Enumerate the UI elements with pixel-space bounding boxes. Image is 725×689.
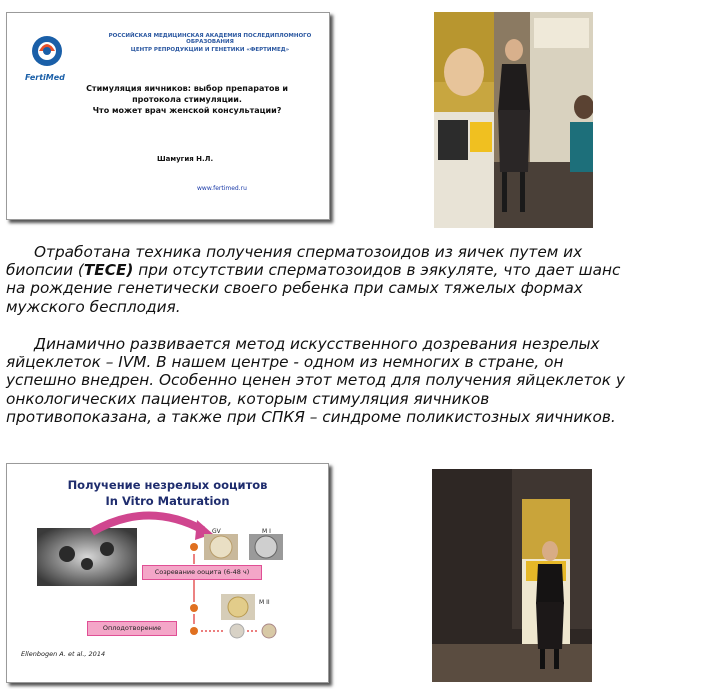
- fertilization-box: Оплодотворение: [87, 621, 177, 636]
- center-name: ЦЕНТР РЕПРОДУКЦИИ И ГЕНЕТИКИ «ФЕРТИМЕД»: [130, 47, 290, 53]
- ivm-slide-title: Получение незрелых ооцитов: [67, 478, 268, 492]
- tese-term: TECE): [83, 261, 134, 280]
- mii-label: M II: [259, 599, 270, 606]
- paragraph-ivm-text: Динамично развивается метод искусственного дозревания незрелых яйцеклеток – IVM. В нашем центре - одном из немногих в стране, он успешно внедрен. Особенно ценен этот метод для получения яйцеклеток у онкологических пациентов, которым стимуляция яичников противопоказана, а также при СПКЯ – синдроме поликистозных яичников.: [6, 335, 625, 426]
- ivm-slide-subtitle: In Vitro Maturation: [105, 494, 230, 508]
- fertimed-logo-icon: [25, 33, 69, 73]
- paragraph-tese-text-1: Отработана техника получения сперматозоидов из яичек путем их биопсии (: [6, 243, 583, 280]
- slide-author: Шамугия Н.Л.: [157, 155, 214, 163]
- gv-label: GV: [212, 528, 221, 535]
- presentation-slide-ivm: [6, 463, 329, 683]
- slide-title-line1: Стимуляция яичников: выбор препаратов и: [86, 84, 288, 93]
- slide-title-line3: Что может врач женской консультации?: [92, 106, 282, 115]
- speaker-photo-1-image: [434, 12, 593, 228]
- slide-title: [67, 83, 307, 116]
- slide-title-line2: протокола стимуляции.: [132, 95, 242, 104]
- presentation-slide-stimulation: [6, 12, 330, 220]
- speaker-photo-2-image: [432, 469, 592, 682]
- paragraph-ivm: [6, 335, 631, 426]
- brand-name: FertiMed: [25, 73, 65, 82]
- maturation-box: Созревание ооцита (6-48 ч): [142, 565, 262, 580]
- mi-label: M I: [262, 528, 271, 535]
- speaker-photo-1: [434, 12, 593, 228]
- org-name: РОССИЙСКАЯ МЕДИЦИНСКАЯ АКАДЕМИЯ ПОСЛЕДИПЛОМНОГО ОБРАЗОВАНИЯ: [108, 33, 312, 45]
- paragraph-tese-text-2: при отсутствии сперматозоидов в эякуляте, что дает шанс на рождение генетически своего ребенка при самых тяжелых формах мужского бесплодия.: [6, 261, 621, 316]
- slide-url: www.fertimed.ru: [197, 185, 247, 192]
- paragraph-tese: [6, 243, 631, 316]
- citation: Ellenbogen A. et al., 2014: [21, 650, 106, 658]
- speaker-photo-2: [432, 469, 592, 682]
